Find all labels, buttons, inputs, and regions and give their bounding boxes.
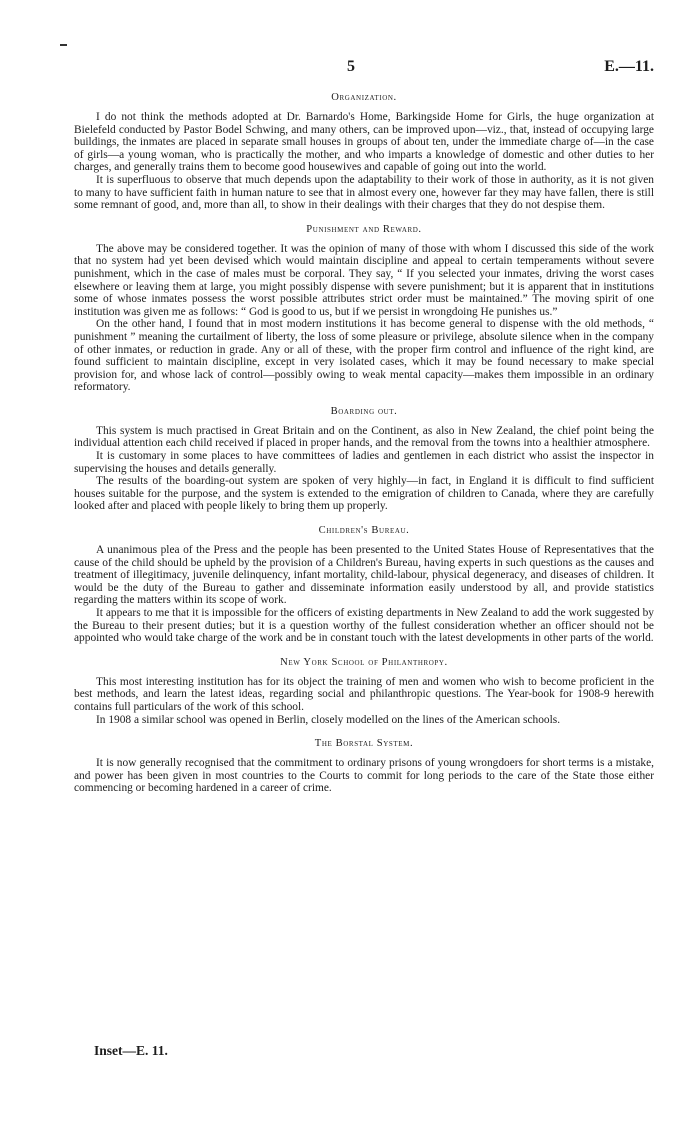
paragraph: It is customary in some places to have committees of ladies and gentlemen in each district who assist the inspector in supervising the houses and details generally.	[74, 450, 654, 475]
section-punishment-and-reward	[74, 224, 654, 394]
inset-label: Inset—E. 11.	[94, 1043, 168, 1058]
section-heading: Boarding out.	[330, 405, 398, 417]
section-organization	[74, 92, 654, 212]
section-heading: Organization.	[331, 92, 397, 103]
section-borstal-system	[74, 738, 654, 795]
paragraph: The above may be considered together. It was the opinion of many of those with whom I discussed this side of the work that no system had yet been devised which would maintain discipline and appeal to certain temperaments without severe punishment, which in the case of males must be corporal. They say, “ If you selected your inmates, driving the worst cases elsewhere or leaving them at large, you might possibly dispense with severe punishment; but it is apparent that in institutions some of whose inmates possess the worst possible attributes strict order must be maintained.” The moving spirit of one institution was given me as follows: “ God is good to us, but if we persist in wrongdoing He punishes us.”	[74, 242, 654, 318]
document-page	[74, 58, 654, 795]
paragraph: In 1908 a similar school was opened in Berlin, closely modelled on the lines of the American schools.	[96, 713, 561, 726]
section-heading: The Borstal System.	[314, 738, 414, 750]
section-heading: Punishment and Reward.	[306, 223, 422, 235]
section-new-york-school-of-philanthropy	[74, 657, 654, 726]
paragraph: This system is much practised in Great Britain and on the Continent, as also in New Zealand, the chief point being the individual attention each child received if placed in proper hands, and the removal from the towns into a healthier atmosphere.	[74, 424, 654, 450]
section-heading: Children's Bureau.	[318, 525, 410, 537]
section-childrens-bureau	[74, 525, 654, 645]
paragraph: On the other hand, I found that in most modern institutions it has become general to dispense with the old methods, “ punishment ” meaning the curtailment of liberty, the loss of some pleasure or privilege, absolute silence when in the company of other inmates, or reduction in grade. Any or all of these, with the proper firm control and influence of the right kind, are found sufficient to maintain discipline, except in very isolated cases, which it may be found necessary to make special provision for, and whose lack of control—possibly owing to weak mental capacity—makes them impossible in an ordinary reformatory.	[74, 318, 654, 394]
paragraph: The results of the boarding-out system are spoken of very highly—in fact, in England it is difficult to find sufficient houses suitable for the purpose, and the system is extended to the emigration of children to Canada, where they are carefully looked after and placed with people likely to bring them up properly.	[74, 475, 654, 513]
paragraph: This most interesting institution has for its object the training of men and women who wish to become proficient in the best methods, and learn the latest ideas, regarding social and philanthropic questions. The Year-book for 1908-9 herewith contains full particulars of the work of this school.	[74, 675, 654, 713]
paragraph: A unanimous plea of the Press and the people has been presented to the United States House of Representatives that the cause of the child should be upheld by the provision of a Children's Bureau, having experts in such questions as the causes and treatment of illegitimacy, juvenile delinquency, infant mortality, child-labour, physical degeneracy, and diseases of children. It would be the duty of the Bureau to gather and disseminate information easily understood by all, and provide statistics regarding the matters within its scope of work.	[74, 544, 654, 607]
paragraph: It is superfluous to observe that much depends upon the adaptability to their work of those in authority, as it is not given to many to have sufficient faith in human nature to see that in almost every one, however far they may have fallen, there is still some remnant of good, and, more than all, to show in their dealings with their charges that they do not despise them.	[74, 173, 654, 212]
page-header	[74, 58, 654, 88]
section-boarding-out	[74, 406, 654, 513]
page-number: 5	[347, 58, 355, 75]
page-edge-mark	[60, 44, 67, 46]
paragraph: It is now generally recognised that the commitment to ordinary prisons of young wrongdoers for short terms is a mistake, and power has been given in most countries to the Courts to commit for long periods to the care of the State those either commencing or becoming hardened in a career of crime.	[74, 757, 654, 795]
paragraph: It appears to me that it is impossible for the officers of existing departments in New Zealand to add the work suggested by the Bureau to their present duties; but it is a question worthy of the fullest consideration whether an officer should not be appointed who would take charge of the work and be in constant touch with the latest developments in other parts of the world.	[74, 607, 654, 645]
section-heading: New York School of Philanthropy.	[280, 656, 448, 668]
document-code: E.—11.	[604, 58, 654, 75]
paragraph: I do not think the methods adopted at Dr. Barnardo's Home, Barkingside Home for Girls, the huge organization at Bielefeld conducted by Pastor Bodel Schwing, and many others, can be improved upon—viz., that, instead of occupying large buildings, the inmates are placed in separate small houses in groups of about ten, under the immediate charge of—in the case of girls—a young woman, who is practically the mother, and who imparts a knowledge of domestic and other duties to her charges, and generally trains them to become good housewives and capable of going out into the world.	[74, 111, 654, 174]
